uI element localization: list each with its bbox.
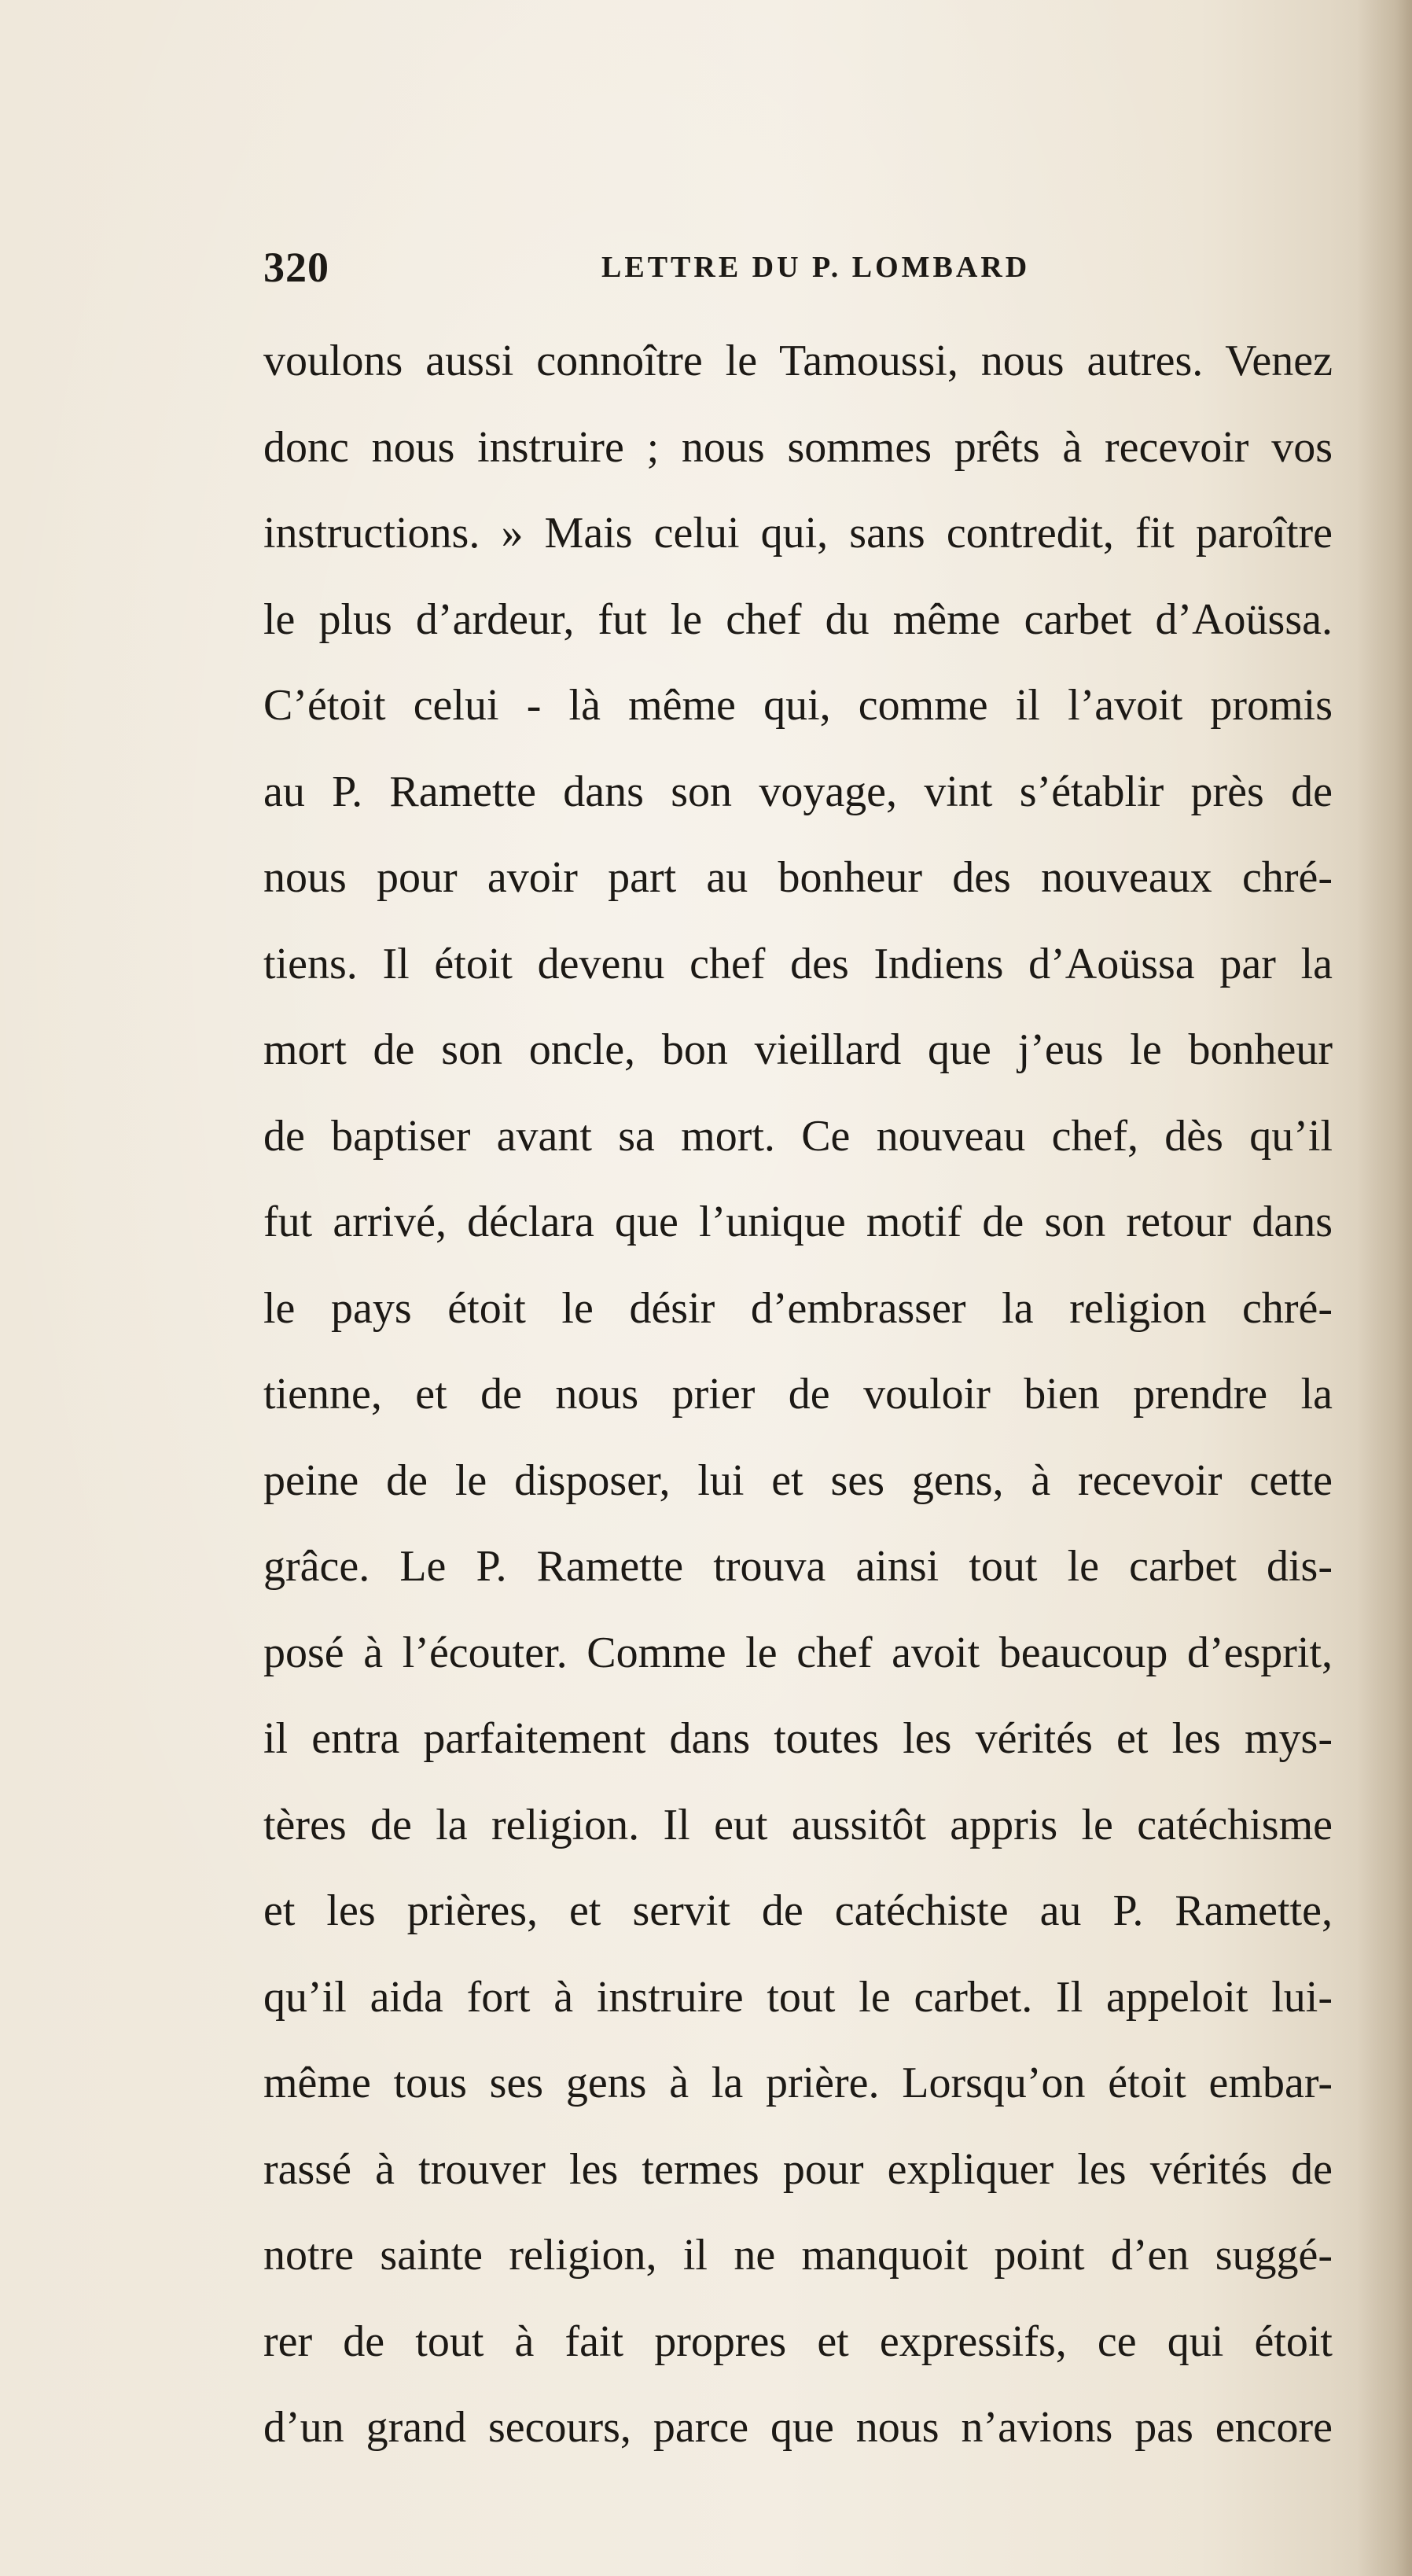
text-line: au P. Ramette dans son voyage, vint s’établir près de [263, 767, 1333, 816]
text-line: C’étoit celui - là même qui, comme il l’avoit promis [263, 681, 1333, 730]
text-line: le plus d’ardeur, fut le chef du même carbet d’Aoüssa. [263, 594, 1333, 644]
text-line: donc nous instruire ; nous sommes prêts à recevoir vos [263, 422, 1333, 472]
text-line: peine de le disposer, lui et ses gens, à recevoir cette [263, 1455, 1333, 1505]
text-line: même tous ses gens à la prière. Lorsqu’on étoit embar- [263, 2059, 1333, 2107]
page-edge-shadow [1357, 0, 1412, 2576]
text-line: rassé à trouver les termes pour expliquer les vérités de [263, 2144, 1333, 2194]
body-text [263, 318, 1333, 2471]
text-line: posé à l’écouter. Comme le chef avoit beaucoup d’esprit, [263, 1628, 1333, 1677]
text-line: grâce. Le P. Ramette trouva ainsi tout le carbet dis- [263, 1542, 1333, 1591]
text-line: fut arrivé, déclara que l’unique motif de son retour dans [263, 1198, 1333, 1246]
text-line: le pays étoit le désir d’embrasser la religion chré- [263, 1283, 1333, 1333]
text-line: tères de la religion. Il eut aussitôt appris le catéchisme [263, 1800, 1333, 1849]
text-line: notre sainte religion, il ne manquoit point d’en suggé- [263, 2231, 1333, 2280]
text-line: instructions. » Mais celui qui, sans contredit, fit paroître [263, 509, 1333, 558]
page-number: 320 [263, 244, 329, 291]
text-line: il entra parfaitement dans toutes les vérités et les mys- [263, 1714, 1333, 1763]
text-line: mort de son oncle, bon vieillard que j’eus le bonheur [263, 1025, 1333, 1074]
text-line: tienne, et de nous prier de vouloir bien prendre la [263, 1370, 1333, 1419]
running-head: LETTRE DU P. LOMBARD [601, 251, 1031, 284]
text-line: nous pour avoir part au bonheur des nouveaux chré- [263, 853, 1333, 902]
text-line: tiens. Il étoit devenu chef des Indiens d’Aoüssa par la [263, 939, 1333, 988]
text-line: d’un grand secours, parce que nous n’avions pas encore [263, 2403, 1333, 2452]
page-header [263, 236, 1333, 299]
text-line: de baptiser avant sa mort. Ce nouveau chef, dès qu’il [263, 1111, 1333, 1161]
text-line: qu’il aida fort à instruire tout le carbet. Il appeloit lui- [263, 1972, 1333, 2022]
text-line: et les prières, et servit de catéchiste au P. Ramette, [263, 1886, 1333, 1935]
text-line: rer de tout à fait propres et expressifs, ce qui étoit [263, 2317, 1333, 2366]
text-line: voulons aussi connoître le Tamoussi, nous autres. Venez [263, 337, 1333, 385]
